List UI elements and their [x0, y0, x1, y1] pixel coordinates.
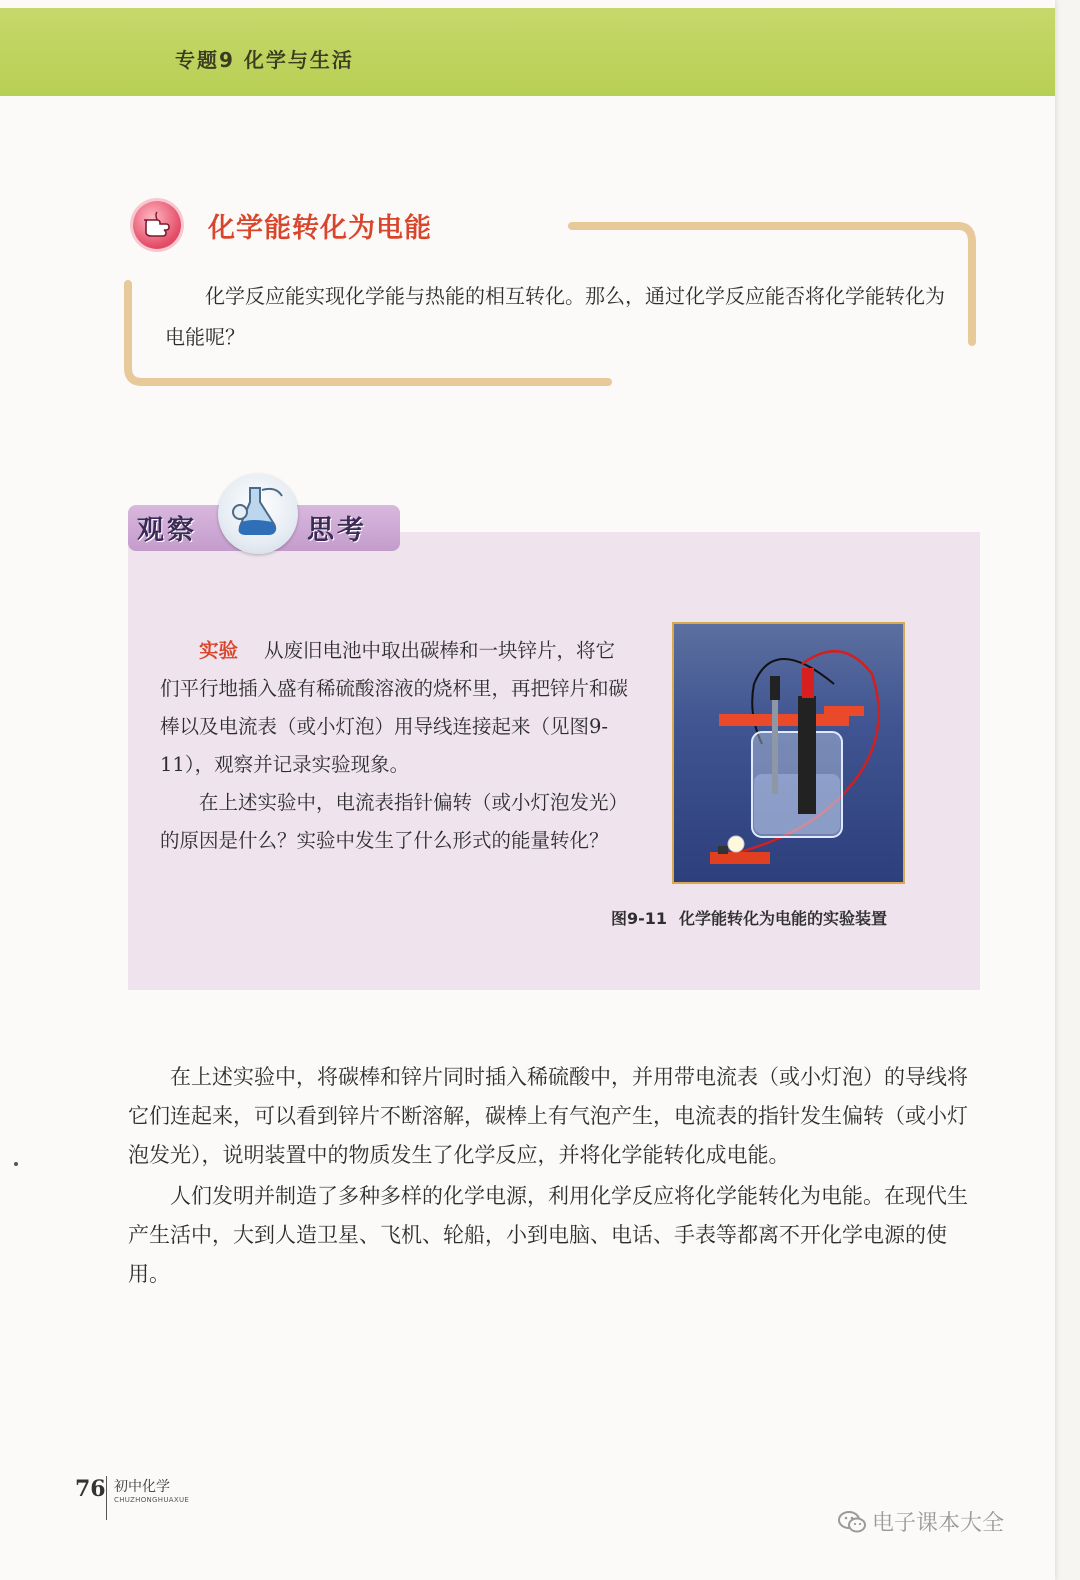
book-title: 初中化学 — [114, 1479, 170, 1495]
body-paragraph-2: 人们发明并制造了多种多样的化学电源，利用化学反应将化学能转化为电能。在现代生产生活中，大到人造卫星、飞机、轮船，小到电脑、电话、手表等都离不开化学电源的使用。 — [128, 1184, 968, 1286]
figure-number: 图9-11 — [611, 909, 668, 928]
experiment-block — [160, 632, 632, 860]
body-paragraph-1: 在上述实验中，将碳棒和锌片同时插入稀硫酸中，并用带电流表（或小灯泡）的导线将它们连起来，可以看到锌片不断溶解，碳棒上有气泡产生，电流表的指针发生偏转（或小灯泡发光），说明装置中的物质发生了化学反应，并将化学能转化成电能。 — [128, 1065, 968, 1167]
experiment-label: 实验 — [199, 639, 239, 662]
experiment-question: 在上述实验中，电流表指针偏转（或小灯泡发光）的原因是什么？实验中发生了什么形式的能量转化？ — [160, 791, 629, 852]
chapter-title: 专题9 化学与生活 — [175, 48, 354, 72]
experiment-paragraph — [160, 632, 632, 784]
figure-caption — [611, 906, 887, 929]
lab-flask-icon — [218, 474, 298, 554]
book-pinyin: CHUZHONGHUAXUE — [114, 1496, 190, 1504]
margin-dot — [14, 1162, 18, 1166]
section-title: 化学能转化为电能 — [208, 213, 432, 244]
intro-paragraph — [165, 276, 955, 358]
chapter-header-band — [0, 8, 1055, 96]
experiment-text: 从废旧电池中取出碳棒和一块锌片，将它们平行地插入盛有稀硫酸溶液的烧杯里，再把锌片和碳棒以及电流表（或小灯泡）用导线连接起来（见图9-11），观察并记录实验现象。 — [160, 639, 629, 776]
footer-divider — [106, 1476, 107, 1520]
wechat-icon — [838, 1510, 866, 1534]
body-text — [128, 1058, 980, 1296]
watermark-text: 电子课本大全 — [872, 1511, 1005, 1536]
badge-observe-label: 观察 — [137, 515, 197, 546]
page-number: 76 — [75, 1476, 106, 1502]
figure-caption-text: 化学能转化为电能的实验装置 — [679, 909, 888, 928]
experiment-photo — [672, 622, 905, 884]
badge-think-label: 思考 — [307, 515, 367, 546]
intro-text: 化学反应能实现化学能与热能的相互转化。那么，通过化学反应能否将化学能转化为电能呢？ — [165, 284, 945, 349]
watermark — [838, 1506, 1004, 1537]
